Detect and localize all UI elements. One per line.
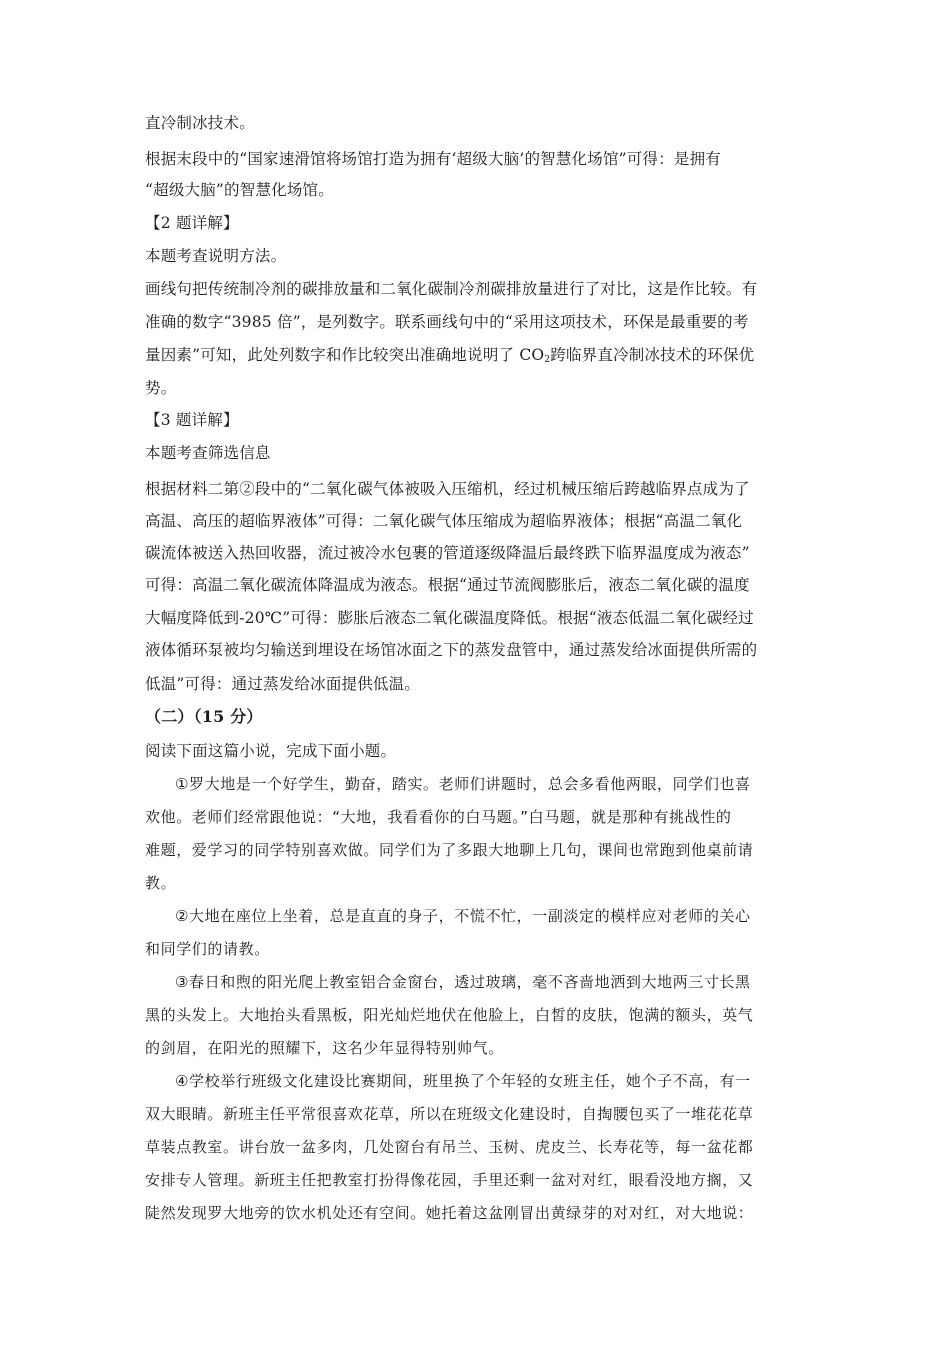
analysis-text: 跨临界直冷制冰技术的环保优 (550, 346, 755, 364)
section-heading: （二）（15 分） (145, 707, 263, 726)
story-line: 欢他。老师们经常跟他说：“大地，我看看你的白马题。”白马题，就是那种有挑战性的 (145, 808, 732, 826)
story-line: 黑的头发上。大地抬头看黑板，阳光灿烂地伏在他脸上，白皙的皮肤，饱满的额头，英气 (145, 1006, 754, 1024)
analysis-line: 画线句把传统制冷剂的碳排放量和二氧化碳制冷剂碳排放量进行了对比，这是作比较。有 (145, 280, 758, 298)
analysis-line: 高温、高压的超临界液体”可得：二氧化碳气体压缩成为超临界液体；根据“高温二氧化 (145, 512, 743, 530)
analysis-line: 准确的数字“3985 倍”，是列数字。联系画线句中的“采用这项技术，环保是最重要的考 (145, 313, 749, 331)
analysis-line: “超级大脑”的智慧化场馆。 (145, 181, 334, 199)
story-line: 安排专人管理。新班主任把教室打扮得像花园，手里还剩一盆对对红，眼看没地方搁，又 (145, 1171, 754, 1189)
story-line: 陡然发现罗大地旁的饮水机处还有空间。她托着这盆刚冒出黄绿芽的对对红，对大地说： (145, 1204, 754, 1222)
analysis-line: 可得：高温二氧化碳流体降温成为液态。根据“通过节流阀膨胀后，液态二氧化碳的温度 (145, 576, 750, 594)
story-line: 难题，爱学习的同学特别喜欢做。同学们为了多跟大地聊上几句，课间也常跑到他桌前请 (145, 841, 754, 859)
analysis-line: 根据材料二第②段中的“二氧化碳气体被吸入压缩机，经过机械压缩后跨越临界点成为了 (145, 480, 750, 498)
analysis-line: 本题考查说明方法。 (145, 247, 287, 265)
story-line: 的剑眉，在阳光的照耀下，这名少年显得特别帅气。 (145, 1039, 504, 1057)
analysis-line: 大幅度降低到-20℃”可得：膨胀后液态二氧化碳温度降低。根据“液态低温二氧化碳经过 (145, 609, 754, 627)
section-instruction: 阅读下面这篇小说，完成下面小题。 (145, 742, 397, 760)
story-line: 教。 (145, 874, 177, 892)
story-line: ①罗大地是一个好学生，勤奋，踏实。老师们讲题时，总会多看他两眼，同学们也喜 (175, 775, 751, 793)
analysis-line: 根据末段中的“国家速滑馆将场馆打造为拥有‘超级大脑’的智慧化场馆”可得：是拥有 (145, 150, 722, 168)
story-line: ③春日和煦的阳光爬上教室铝合金窗台，透过玻璃，毫不吝啬地洒到大地两三寸长黑 (175, 973, 751, 991)
analysis-line: 本题考查筛选信息 (145, 444, 271, 462)
analysis-line: 碳流体被送入热回收器，流过被冷水包裹的管道逐级降温后最终跌下临界温度成为液态” (145, 544, 750, 562)
analysis-line: 直冷制冰技术。 (145, 114, 255, 132)
question-3-heading: 【3 题详解】 (145, 411, 239, 429)
analysis-line: 势。 (145, 379, 177, 397)
story-line: 和同学们的请教。 (145, 940, 270, 958)
analysis-text: 量因素”可知，此处列数字和作比较突出准确地说明了 CO (145, 346, 545, 364)
analysis-line (145, 344, 754, 371)
story-line: 草装点教室。讲台放一盆多肉，几处窗台有吊兰、玉树、虎皮兰、长寿花等，每一盆花都 (145, 1138, 754, 1156)
analysis-line: 低温”可得：通过蒸发给冰面提供低温。 (145, 675, 421, 693)
question-2-heading: 【2 题详解】 (145, 214, 239, 232)
analysis-line: 液体循环泵被均匀输送到埋设在场馆冰面之下的蒸发盘管中，通过蒸发给冰面提供所需的 (145, 641, 758, 659)
story-line: 双大眼睛。新班主任平常很喜欢花草，所以在班级文化建设时，自掏腰包买了一堆花花草 (145, 1105, 754, 1123)
co2-subscript: 2 (544, 355, 551, 365)
story-line: ②大地在座位上坐着，总是直直的身子，不慌不忙，一副淡定的模样应对老师的关心 (175, 907, 751, 925)
story-line: ④学校举行班级文化建设比赛期间，班里换了个年轻的女班主任，她个子不高，有一 (175, 1072, 751, 1090)
